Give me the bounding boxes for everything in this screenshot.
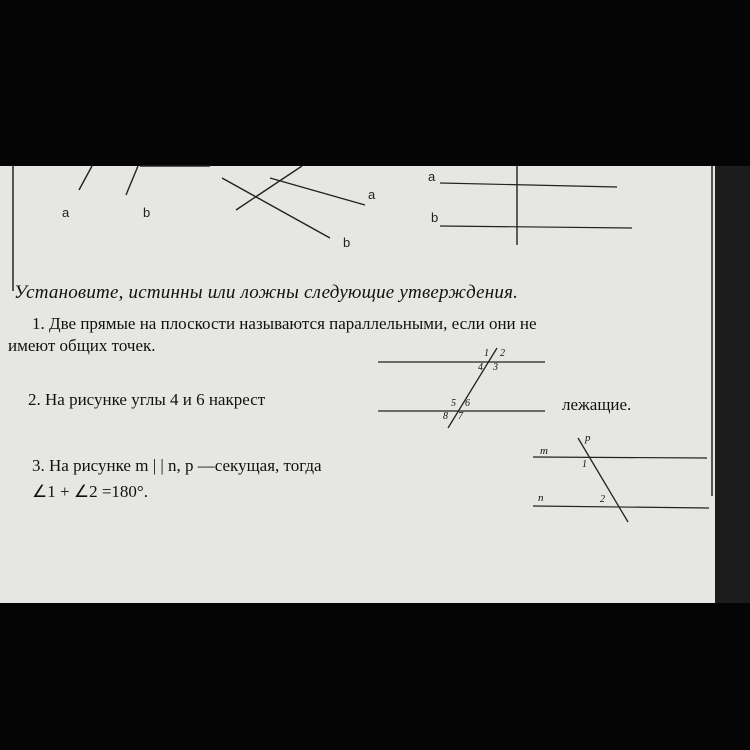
label-n: n bbox=[538, 492, 544, 504]
fig3-line-a bbox=[440, 183, 617, 187]
fig1-label-b: b bbox=[143, 205, 151, 220]
angle-label-1: 1 bbox=[484, 348, 489, 359]
angle-label-6: 6 bbox=[465, 398, 470, 409]
angle-label-2: 2 bbox=[500, 348, 505, 359]
statement-1-line-1: 1. Две прямые на плоскости называются параллельными, если они не bbox=[32, 314, 537, 333]
statement-3-line-2: ∠1 + ∠2 =180°. bbox=[32, 482, 148, 501]
fig3-line-b bbox=[440, 226, 632, 228]
fig2-label-b: b bbox=[343, 235, 351, 250]
angle-label-8: 8 bbox=[443, 411, 448, 422]
angle-label-7: 7 bbox=[458, 411, 463, 422]
statement-2-text-end: лежащие. bbox=[562, 395, 632, 414]
fig2-line-c bbox=[270, 178, 365, 205]
line-m bbox=[533, 457, 707, 458]
fig2-label-a: a bbox=[368, 187, 376, 202]
label-m: m bbox=[540, 445, 548, 457]
fig3-label-a: a bbox=[428, 169, 436, 184]
fig3-label-b: b bbox=[431, 210, 439, 225]
angle-fig-transversal bbox=[448, 348, 497, 428]
task-heading: Установите, истинны или ложны следующие утверждения. bbox=[14, 282, 519, 303]
statement-3-line-1: 3. На рисунке m | | n, p —секущая, тогда bbox=[32, 456, 322, 475]
angle-label-3: 3 bbox=[493, 362, 498, 373]
statement-1-line-2: имеют общих точек. bbox=[8, 336, 156, 355]
label-p: p bbox=[585, 432, 591, 444]
label-angle-1: 1 bbox=[582, 459, 587, 470]
fig1-label-a: a bbox=[62, 205, 70, 220]
line-p bbox=[578, 438, 628, 522]
fig1-line-b bbox=[126, 166, 138, 195]
label-angle-2: 2 bbox=[600, 494, 605, 505]
line-n bbox=[533, 506, 709, 508]
statement-2-text: 2. На рисунке углы 4 и 6 накрест bbox=[28, 390, 266, 409]
angle-label-5: 5 bbox=[451, 398, 456, 409]
fig1-line-a bbox=[79, 166, 92, 190]
angle-label-4: 4 bbox=[478, 362, 483, 373]
